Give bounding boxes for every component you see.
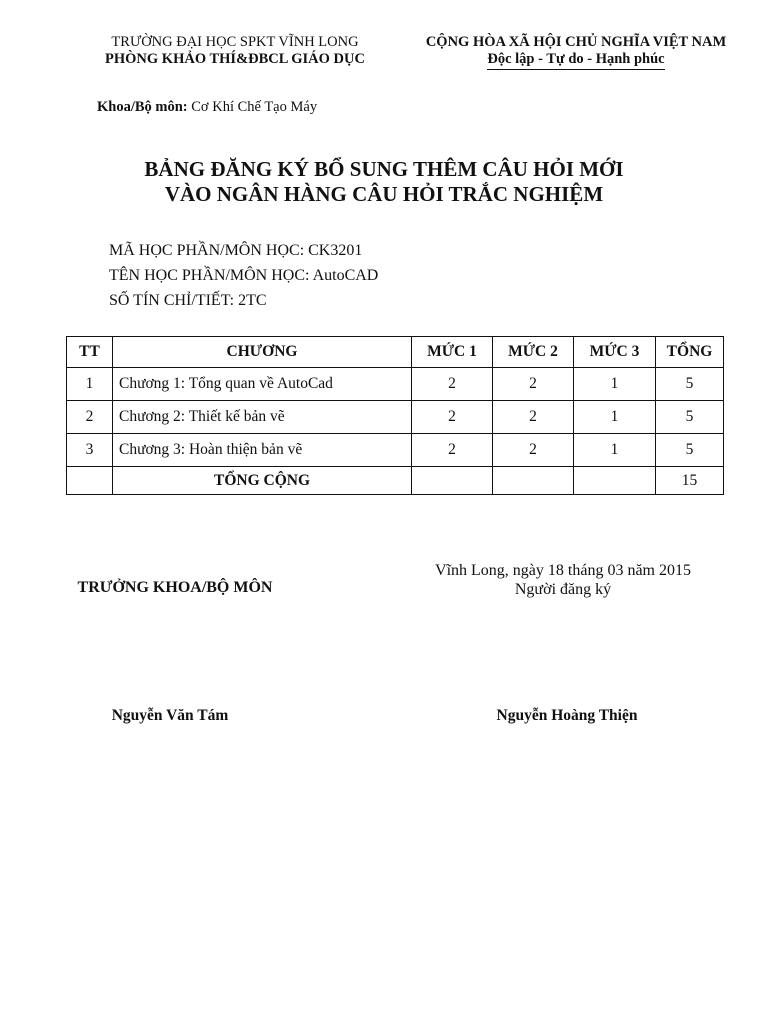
cell-chapter: Chương 1: Tổng quan về AutoCad <box>113 368 412 401</box>
national-header <box>408 34 744 70</box>
course-info <box>109 238 378 313</box>
national-title: CỘNG HÒA XÃ HỘI CHỦ NGHĨA VIỆT NAM <box>425 34 727 50</box>
registrant-name: Nguyễn Hoàng Thiện <box>496 707 638 724</box>
cell-level-2: 2 <box>493 401 574 434</box>
registrant-block <box>408 561 718 599</box>
national-motto: Độc lập - Tự do - Hạnh phúc <box>487 51 664 70</box>
institution-header <box>80 34 390 68</box>
cell-tt: 3 <box>67 434 113 467</box>
head-role: TRƯỞNG KHOA/BỘ MÔN <box>77 579 273 596</box>
cell-chapter: Chương 2: Thiết kế bản vẽ <box>113 401 412 434</box>
cell-level-2: 2 <box>493 434 574 467</box>
cell-level-1: 2 <box>412 434 493 467</box>
header-chapter: CHƯƠNG <box>113 337 412 368</box>
chapter-table <box>66 336 724 495</box>
grand-total: 15 <box>656 467 724 495</box>
total-label: TỔNG CỘNG <box>113 467 412 495</box>
cell-empty <box>412 467 493 495</box>
department-name: PHÒNG KHẢO THÍ&ĐBCL GIÁO DỤC <box>105 51 365 67</box>
head-name: Nguyễn Văn Tám <box>111 707 229 724</box>
cell-level-1: 2 <box>412 401 493 434</box>
cell-empty <box>574 467 656 495</box>
cell-chapter: Chương 3: Hoàn thiện bản vẽ <box>113 434 412 467</box>
cell-level-1: 2 <box>412 368 493 401</box>
header-tt: TT <box>67 337 113 368</box>
table-header-row <box>67 337 724 368</box>
table-row <box>67 434 724 467</box>
registrant-role: Người đăng ký <box>514 581 612 598</box>
cell-tt: 1 <box>67 368 113 401</box>
header-level-1: MỨC 1 <box>412 337 493 368</box>
faculty-line <box>97 99 317 116</box>
date-line: Vĩnh Long, ngày 18 tháng 03 năm 2015 <box>435 562 691 579</box>
course-code: MÃ HỌC PHẦN/MÔN HỌC: CK3201 <box>109 242 363 259</box>
faculty-value: Cơ Khí Chế Tạo Máy <box>187 99 318 115</box>
header-total: TỔNG <box>656 337 724 368</box>
cell-level-3: 1 <box>574 368 656 401</box>
header-level-2: MỨC 2 <box>493 337 574 368</box>
cell-empty <box>67 467 113 495</box>
cell-total: 5 <box>656 368 724 401</box>
cell-total: 5 <box>656 434 724 467</box>
cell-tt: 2 <box>67 401 113 434</box>
table-total-row <box>67 467 724 495</box>
header-level-3: MỨC 3 <box>574 337 656 368</box>
cell-empty <box>493 467 574 495</box>
title-line-2: VÀO NGÂN HÀNG CÂU HỎI TRẮC NGHIỆM <box>164 182 604 206</box>
university-name: TRƯỜNG ĐẠI HỌC SPKT VĨNH LONG <box>111 34 359 50</box>
title-line-1: BẢNG ĐĂNG KÝ BỔ SUNG THÊM CÂU HỎI MỚI <box>144 157 624 181</box>
cell-total: 5 <box>656 401 724 434</box>
table-row <box>67 401 724 434</box>
faculty-label: Khoa/Bộ môn: <box>97 99 188 115</box>
table-row <box>67 368 724 401</box>
course-credits: SỐ TÍN CHỈ/TIẾT: 2TC <box>109 292 267 309</box>
cell-level-3: 1 <box>574 434 656 467</box>
cell-level-2: 2 <box>493 368 574 401</box>
document-title <box>60 157 708 207</box>
course-name: TÊN HỌC PHẦN/MÔN HỌC: AutoCAD <box>109 267 379 284</box>
cell-level-3: 1 <box>574 401 656 434</box>
